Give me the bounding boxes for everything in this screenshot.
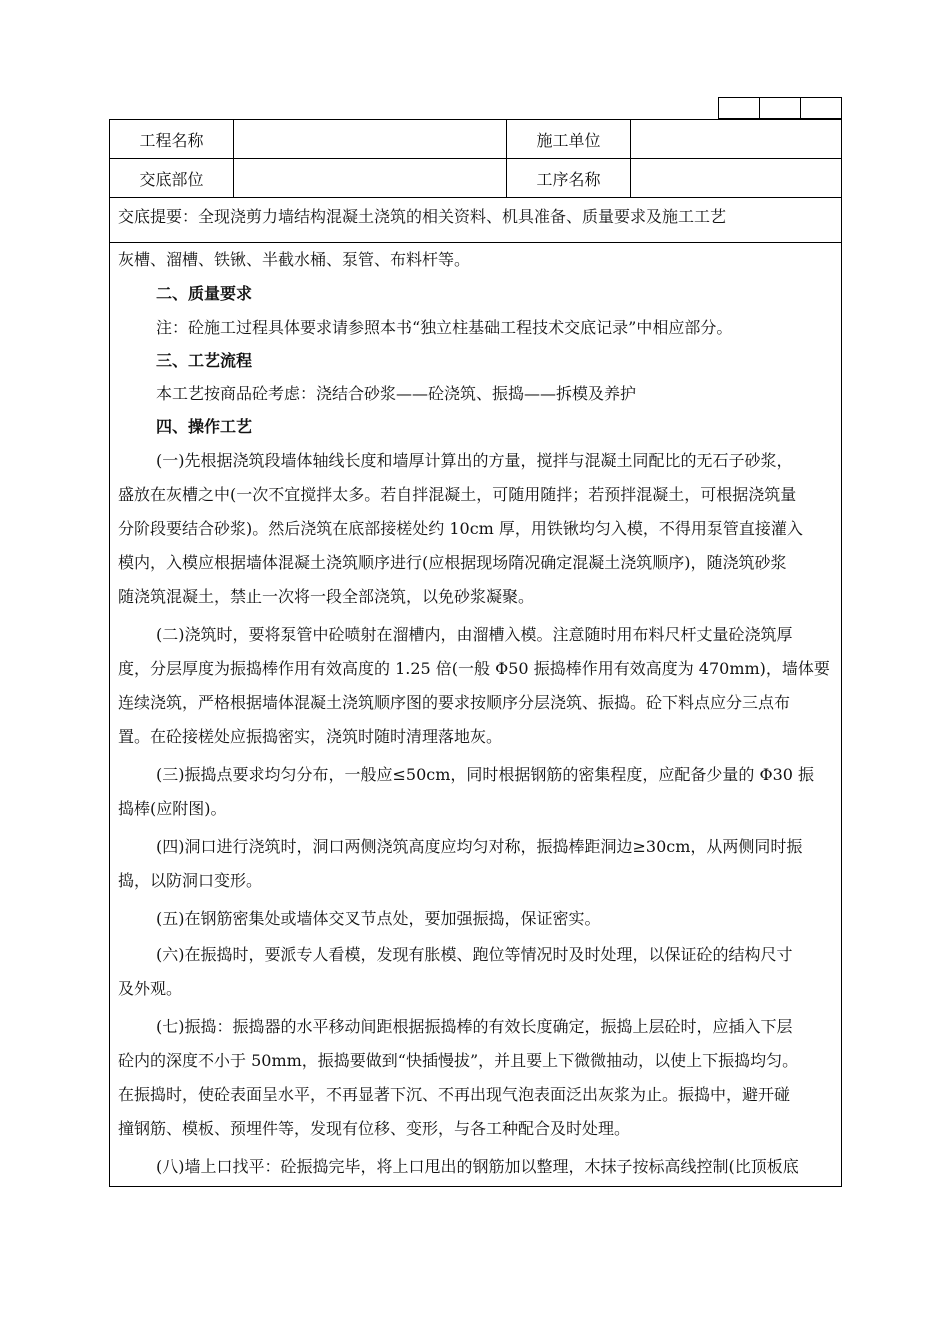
page-number-box (718, 97, 842, 119)
p7-line: 撞钢筋、模板、预埋件等，发现有位移、变形，与各工种配合及时处理。 (118, 1119, 631, 1138)
p4-line: (四)洞口进行浇筑时，洞口两侧浇筑高度应均匀对称，振捣棒距洞边≥30cm，从两侧同时振 (156, 837, 803, 856)
p8-line: (八)墙上口找平：砼振捣完毕，将上口甩出的钢筋加以整理，木抹子按标高线控制(比顶板底 (156, 1157, 799, 1176)
p1-line: 模内，入模应根据墙体混凝土浇筑顺序进行(应根据现场隋况确定混凝土浇筑顺序)，随浇筑砂浆 (118, 553, 787, 572)
p1-line: (一)先根据浇筑段墙体轴线长度和墙厚计算出的方量，搅拌与混凝土同配比的无石子砂浆， (156, 451, 793, 470)
p1-line: 分阶段要结合砂浆)。然后浇筑在底部接槎处约 10cm 厚，用铁锹均匀入模，不得用泵管直接灌入 (118, 519, 803, 538)
p6-line: 及外观。 (118, 979, 183, 998)
p3-line: (三)振捣点要求均匀分布，一般应≤50cm，同时根据钢筋的密集程度，应配备少量的 Φ30 振 (156, 765, 815, 784)
disclosure-part-label: 交底部位 (110, 159, 234, 197)
project-name-field[interactable] (234, 120, 507, 158)
p2-line: (二)浇筑时，要将泵管中砼喷射在溜槽内，由溜槽入模。注意随时用布料尺杆丈量砼浇筑厚 (156, 625, 793, 644)
page-box-cell (760, 98, 801, 118)
p3-line: 捣棒(应附图)。 (118, 799, 227, 818)
p2-line: 置。在砼接槎处应振捣密实，浇筑时随时清理落地灰。 (118, 727, 503, 746)
p7-line: 在振捣时，使砼表面呈水平，不再显著下沉、不再出现气泡表面泛出灰浆为止。振捣中，避开碰 (118, 1085, 791, 1104)
summary-text: 交底提要：全现浇剪力墙结构混凝土浇筑的相关资料、机具准备、质量要求及施工工艺 (118, 207, 727, 226)
construction-unit-label: 施工单位 (507, 120, 631, 158)
p1-line: 随浇筑混凝土，禁止一次将一段全部浇筑，以免砂浆凝聚。 (118, 587, 535, 606)
p6-line: (六)在振捣时，要派专人看模，发现有胀模、跑位等情况时及时处理，以保证砼的结构尺寸 (156, 945, 793, 964)
p4-line: 捣，以防洞口变形。 (118, 871, 263, 890)
summary-row (110, 198, 841, 243)
header-row-2 (110, 159, 841, 198)
construction-unit-field[interactable] (631, 120, 843, 158)
flow-line: 本工艺按商品砼考虑：浇结合砂浆——砼浇筑、振捣——拆模及养护 (156, 384, 637, 403)
project-name-label: 工程名称 (110, 120, 234, 158)
header-row-1 (110, 120, 841, 159)
page-box-cell (719, 98, 760, 118)
process-name-label: 工序名称 (507, 159, 631, 197)
heading-operation: 四、操作工艺 (156, 417, 253, 436)
disclosure-form (109, 119, 842, 1187)
p2-line: 连续浇筑，严格根据墙体混凝土浇筑顺序图的要求按顺序分层浇筑、振捣。砼下料点应分三点布 (118, 693, 791, 712)
p7-line: 砼内的深度不小于 50mm，振捣要做到“快插慢拔”，并且要上下微微抽动，以使上下振捣均匀。 (118, 1051, 799, 1070)
p5-line: (五)在钢筋密集处或墙体交叉节点处，要加强振捣，保证密实。 (156, 909, 601, 928)
disclosure-part-field[interactable] (234, 159, 507, 197)
heading-quality: 二、质量要求 (156, 284, 253, 303)
p7-line: (七)振捣：振捣器的水平移动间距根据振捣棒的有效长度确定，振捣上层砼时，应插入下层 (156, 1017, 793, 1036)
process-name-field[interactable] (631, 159, 843, 197)
heading-flow: 三、工艺流程 (156, 351, 253, 370)
p2-line: 度，分层厚度为振捣棒作用有效高度的 1.25 倍(一般 Φ50 振捣棒作用有效高度为 470mm)，墙体要 (118, 659, 830, 678)
tools-line: 灰槽、溜槽、铁锹、半截水桶、泵管、布料杆等。 (118, 250, 471, 269)
p1-line: 盛放在灰槽之中(一次不宜搅拌太多。若自拌混凝土，可随用随拌；若预拌混凝土，可根据浇筑量 (118, 485, 797, 504)
page-box-cell (801, 98, 841, 118)
note-line: 注：砼施工过程具体要求请参照本书“独立柱基础工程技术交底记录”中相应部分。 (156, 318, 733, 337)
